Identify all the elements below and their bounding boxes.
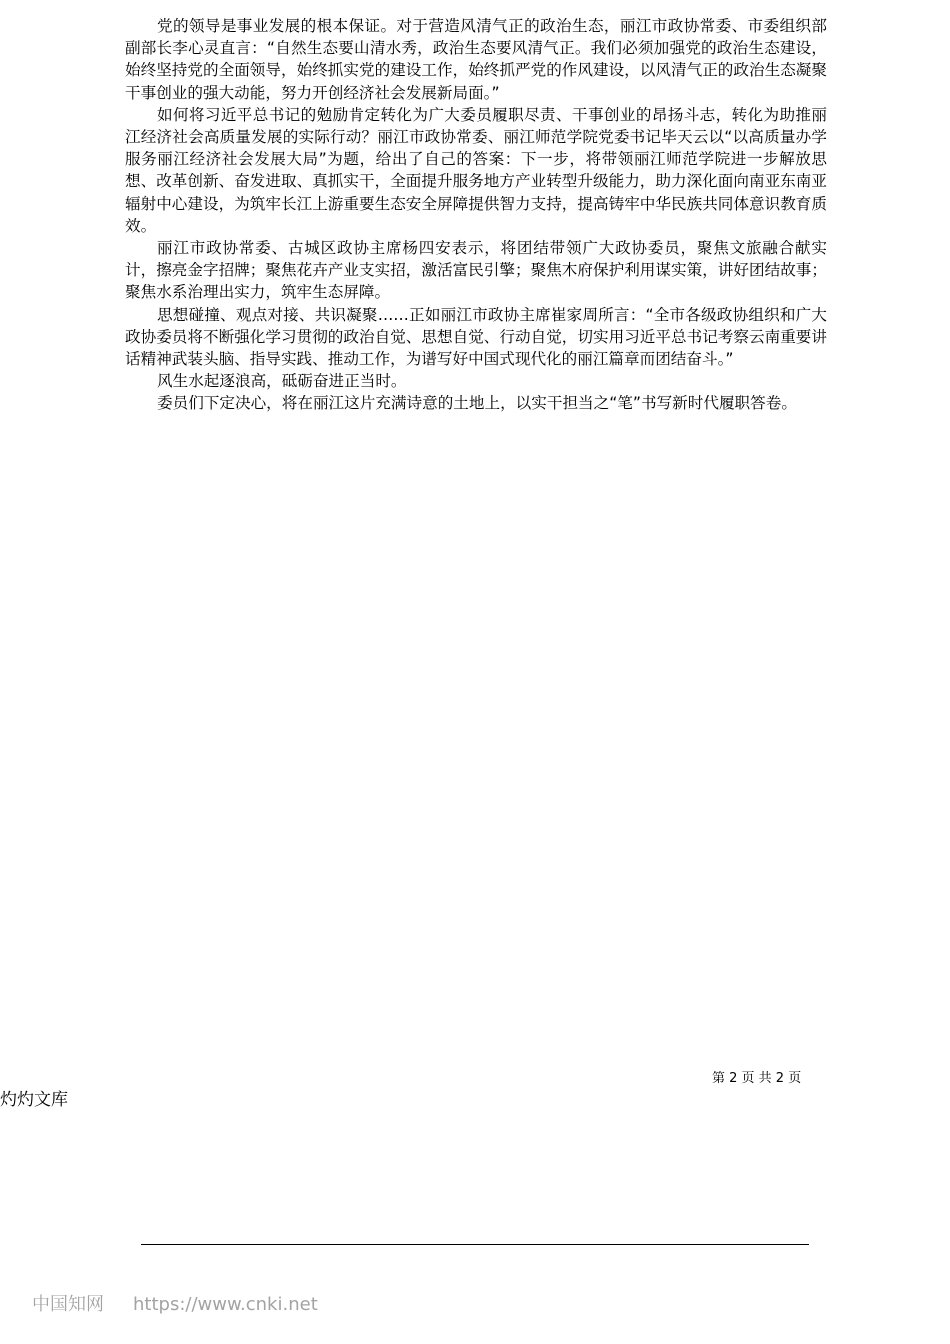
- footer-url-link[interactable]: https://www.cnki.net: [133, 1294, 318, 1315]
- paragraph-5: 风生水起逐浪高，砥砺奋进正当时。: [157, 372, 407, 391]
- library-name: 灼灼文库: [0, 1090, 68, 1110]
- article-body: [125, 15, 827, 415]
- paragraph-2: 如何将习近平总书记的勉励肯定转化为广大委员履职尽责、干事创业的昂扬斗志，转化为助推丽江经济社会高质量发展的实际行动？丽江市政协常委、丽江师范学院党委书记毕天云以“以高质量办学服务丽江经济社会发展大局”为题，给出了自己的答案：下一步，将带领丽江师范学院进一步解放思想、改革创新、奋发进取、真抓实干，全面提升服务地方产业转型升级能力，助力深化面向南亚东南亚辐射中心建设，为筑牢长江上游重要生态安全屏障提供智力支持，提高铸牢中华民族共同体意识教育质效。: [125, 105, 827, 235]
- footer-brand: 中国知网: [32, 1294, 104, 1315]
- paragraph-4: 思想碰撞、观点对接、共识凝聚……正如丽江市政协主席崔家周所言：“全市各级政协组织和广大政协委员将不断强化学习贯彻的政治自觉、思想自觉、行动自觉，切实用习近平总书记考察云南重要讲话精神武装头脑、指导实践、推动工作，为谱写好中国式现代化的丽江篇章而团结奋斗。”: [125, 305, 827, 369]
- paragraph-3: 丽江市政协常委、古城区政协主席杨四安表示，将团结带领广大政协委员，聚焦文旅融合献实计，擦亮金字招牌；聚焦花卉产业支实招，激活富民引擎；聚焦木府保护利用谋实策，讲好团结故事；聚焦水系治理出实力，筑牢生态屏障。: [125, 239, 827, 302]
- paragraph-1: 党的领导是事业发展的根本保证。对于营造风清气正的政治生态，丽江市政协常委、市委组织部副部长李心灵直言：“自然生态要山清水秀，政治生态要风清气正。我们必须加强党的政治生态建设，始终坚持党的全面领导，始终抓实党的建设工作，始终抓严党的作风建设，以风清气正的政治生态凝聚干事创业的强大动能，努力开创经济社会发展新局面。”: [125, 17, 827, 102]
- footer-divider: [141, 1244, 809, 1245]
- paragraph-6: 委员们下定决心，将在丽江这片充满诗意的土地上，以实干担当之“笔”书写新时代履职答卷。: [157, 394, 797, 413]
- page-number: 第 2 页 共 2 页: [712, 1071, 802, 1086]
